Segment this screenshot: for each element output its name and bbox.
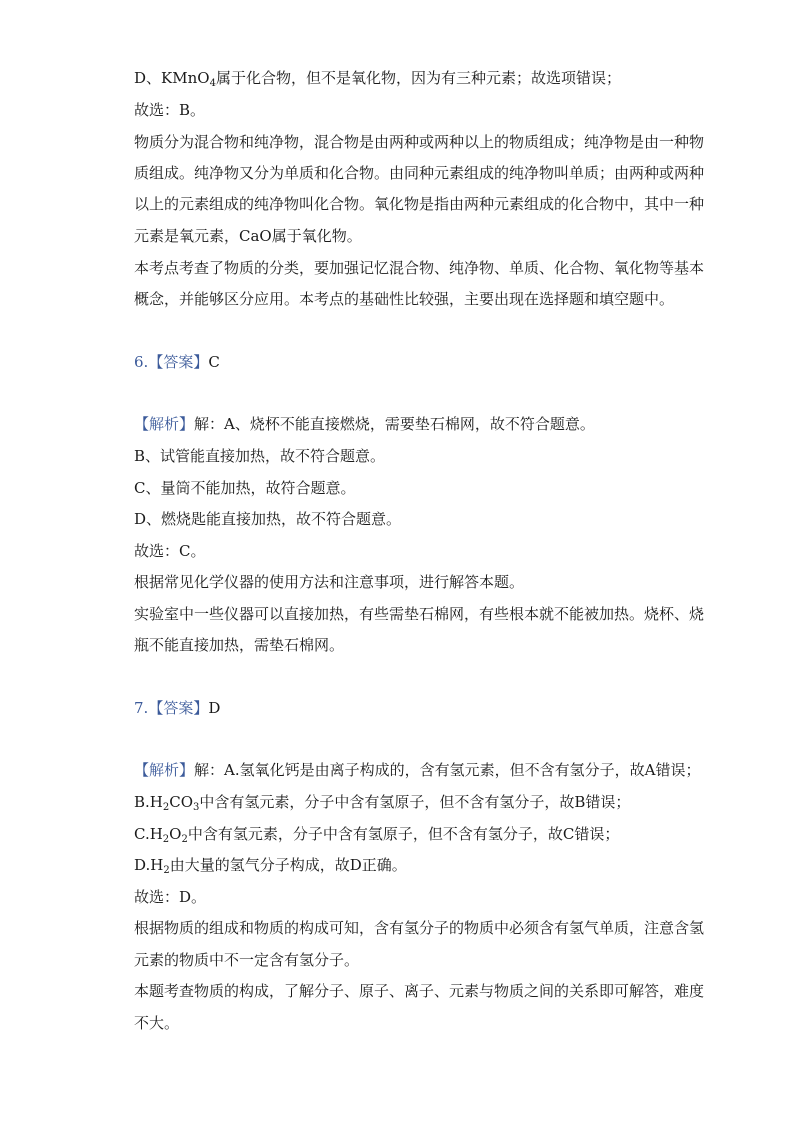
q6-analysis-d: D、燃烧匙能直接加热，故不符合题意。	[134, 510, 402, 528]
analysis-tag: 【解析】	[134, 415, 195, 433]
q7-analysis-c: $C.H_2O_2$中含有氢元素，分子中含有氢原子，但不含有氢分子，故C错误；	[134, 825, 620, 845]
q5-comment-line: 本考点考查了物质的分类，要加强记忆混合物、纯净物、单质、化合物、氧化物等基本	[134, 259, 705, 277]
analysis-tag: 【解析】	[134, 761, 195, 779]
q6-choice: 故选：C。	[134, 542, 206, 560]
q7-answer-heading: 7.【答案】D	[134, 699, 221, 717]
q7-analysis-a: 【解析】解：A.氢氧化钙是由离子构成的，含有氢元素，但不含有氢分子，故A错误；	[134, 761, 701, 779]
q5-choice: 故选：B。	[134, 101, 206, 119]
q5-comment-line: 概念，并能够区分应用。本考点的基础性比较强，主要出现在选择题和填空题中。	[134, 290, 675, 308]
q7-choice: 故选：D。	[134, 888, 207, 906]
q7-analysis-line: 根据物质的组成和物质的构成可知，含有氢分子的物质中必须含有氢气单质，注意含氢	[134, 919, 705, 937]
q6-analysis-b: B、试管能直接加热，故不符合题意。	[134, 447, 386, 465]
q6-analysis-summary: 根据常见化学仪器的使用方法和注意事项，进行解答本题。	[134, 573, 525, 591]
q6-comment-line: 实验室中一些仪器可以直接加热，有些需垫石棉网，有些根本就不能被加热。烧杯、烧	[134, 605, 705, 623]
q5-analysis-line: 元素是氧元素，CaO属于氧化物。	[134, 227, 362, 245]
q5-analysis-line: 物质分为混合物和纯净物，混合物是由两种或两种以上的物质组成；纯净物是由一种物	[134, 133, 705, 151]
q5-analysis-line: 质组成。纯净物又分为单质和化合物。由同种元素组成的纯净物叫单质；由两种或两种	[134, 164, 705, 182]
q5-option-d: D、KMnO$_4$属于化合物，但不是氧化物，因为有三种元素；故选项错误；	[134, 69, 621, 89]
q6-comment-line: 瓶不能直接加热，需垫石棉网。	[134, 636, 345, 654]
q6-answer-heading: 6.【答案】C	[134, 353, 220, 371]
q6-analysis-c: C、量筒不能加热，故符合题意。	[134, 479, 356, 497]
q6-analysis-a: 【解析】解：A、烧杯不能直接燃烧，需要垫石棉网，故不符合题意。	[134, 415, 595, 433]
q5-analysis-line: 以上的元素组成的纯净物叫化合物。氧化物是指由两种元素组成的化合物中，其中一种	[134, 195, 705, 213]
q7-analysis-d: $D.H_2$由大量的氢气分子构成，故D正确。	[134, 856, 407, 876]
q7-comment-line: 本题考查物质的构成，了解分子、原子、离子、元素与物质之间的关系即可解答，难度	[134, 982, 705, 1000]
q7-analysis-b: $B.H_2CO_3$中含有氢元素，分子中含有氢原子，但不含有氢分子，故B错误；	[134, 793, 631, 813]
q7-analysis-line: 元素的物质中不一定含有氢分子。	[134, 951, 360, 969]
q7-comment-line: 不大。	[134, 1014, 180, 1032]
